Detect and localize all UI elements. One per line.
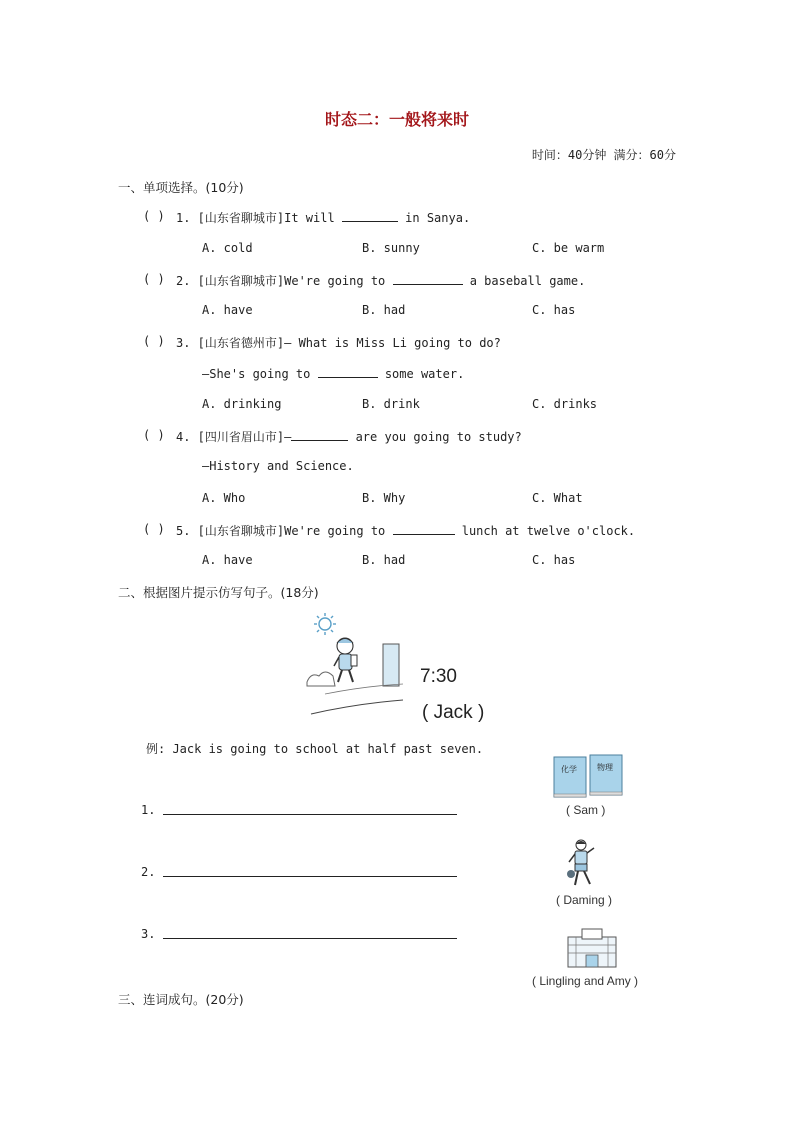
basketball-icon [567,870,575,878]
option-a: A. drinking [202,397,282,411]
answer-paren[interactable]: ( ) [143,209,165,223]
book-label-physics: 物理 [597,763,613,772]
page-title: 时态二：一般将来时 [324,110,469,129]
example-sentence: 例: Jack is going to school at half past seven. [146,742,484,756]
item-number: 3. [141,927,156,941]
basketball-player-illustration [565,838,601,892]
exam-meta: 时间：40分钟 满分：60分 [531,148,676,162]
question-2: 2. [山东省聊城市]We're going to a baseball game. [176,274,586,288]
boy-walking-illustration [305,612,405,722]
question-4-line2: —History and Science. [202,459,354,473]
sun-icon [314,613,336,635]
answer-paren[interactable]: ( ) [143,334,165,348]
option-b: B. had [362,553,406,567]
caption-lingling-amy: ( Lingling and Amy ) [532,974,639,988]
answer-paren[interactable]: ( ) [143,272,165,286]
answer-line-3[interactable] [163,938,457,939]
option-a: A. Who [202,491,246,505]
library-building-illustration [566,925,618,969]
question-1: 1. [山东省聊城市]It will in Sanya. [176,211,471,225]
question-5: 5. [山东省聊城市]We're going to lunch at twelve o'clock. [176,524,636,538]
answer-line-2[interactable] [163,876,457,877]
answer-paren[interactable]: ( ) [143,428,165,442]
option-a: A. have [202,303,253,317]
caption-sam: ( Sam ) [566,803,606,817]
blank[interactable] [393,523,455,535]
example-name: ( Jack ) [422,702,485,723]
question-3: 3. [山东省德州市]— What is Miss Li going to do? [176,336,501,350]
option-b: B. had [362,303,406,317]
answer-paren[interactable]: ( ) [143,522,165,536]
blank[interactable] [291,429,348,441]
question-4: 4. [四川省眉山市]— are you going to study? [176,430,522,444]
blank[interactable] [393,273,463,285]
example-time: 7:30 [420,666,457,687]
option-a: A. have [202,553,253,567]
item-number: 2. [141,865,156,879]
blank[interactable] [318,366,378,378]
option-a: A. cold [202,241,253,255]
option-b: B. drink [362,397,420,411]
option-b: B. Why [362,491,406,505]
question-3-line2: —She's going to some water. [202,367,465,381]
book-label-chemistry: 化学 [561,765,577,774]
answer-line-1[interactable] [163,814,457,815]
books-illustration [552,754,624,800]
option-c: C. What [532,491,583,505]
option-c: C. drinks [532,397,598,411]
option-c: C. has [532,303,576,317]
option-b: B. sunny [362,241,420,255]
section3-heading: 三、连词成句。(20分) [118,992,244,1007]
option-c: C. has [532,553,576,567]
section1-heading: 一、单项选择。(10分) [118,180,244,195]
caption-daming: ( Daming ) [556,893,613,907]
section2-heading: 二、根据图片提示仿写句子。(18分) [118,585,319,600]
option-c: C. be warm [532,241,605,255]
blank[interactable] [342,210,398,222]
item-number: 1. [141,803,156,817]
